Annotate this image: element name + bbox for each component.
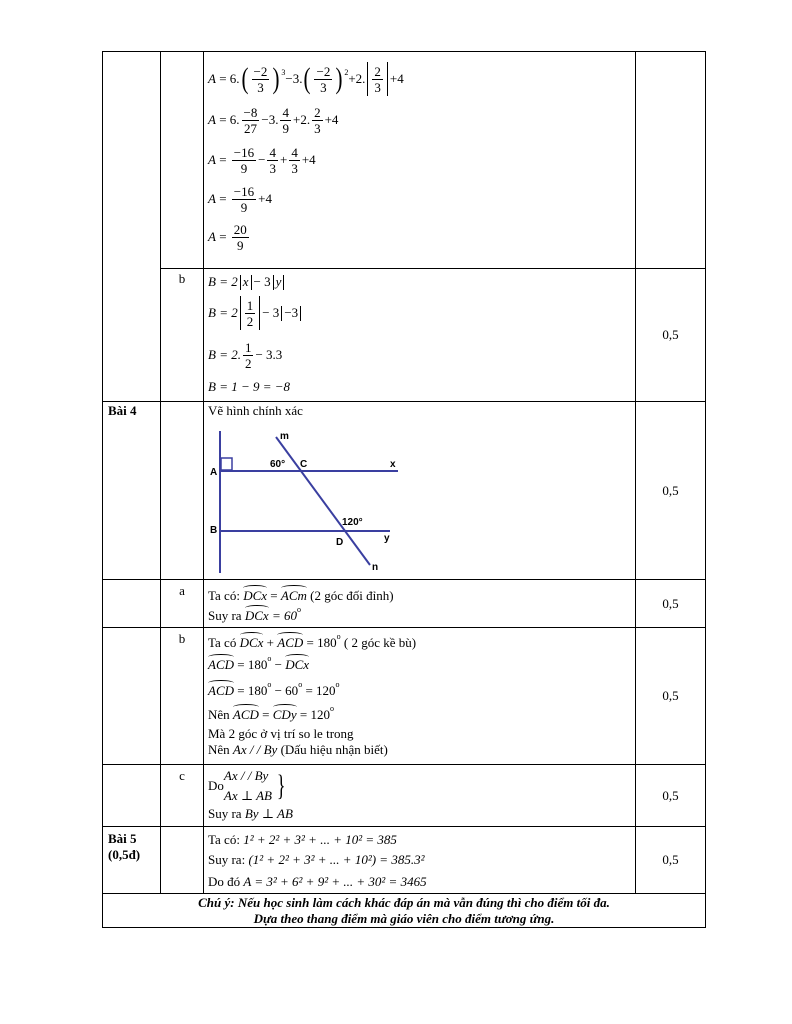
eq-b-line-1: B = 2 x − 3 y (208, 271, 635, 293)
row-b-computation (103, 269, 706, 402)
label-y: y (384, 533, 390, 544)
row-bai4-part-a (103, 580, 706, 628)
eq-b-line-4: B = 1 − 9 = −8 (208, 379, 291, 394)
row-bai4-figure (103, 402, 706, 580)
figure-instruction: Vẽ hình chính xác (208, 403, 303, 418)
solution-cell (204, 580, 636, 628)
part-cell (161, 52, 204, 269)
eq-a-line-2: A = 6. $\frac{-8}{27}$ −3. $\frac{4}{9}$ +2. $\frac{2}{3}$ +4 (208, 104, 339, 136)
grading-table (102, 51, 706, 928)
label-c: C (300, 459, 308, 470)
part-label: b (161, 269, 204, 402)
bai5-line-3: Do đó A = 3² + 6² + 9² + ... + 30² = 3465 (208, 874, 427, 889)
eq-b-line-2: B = 2 $\frac{1}{2}$ − 3 −3 (208, 293, 635, 333)
solution-cell (204, 402, 636, 580)
lesson-label: Bài 4 (103, 402, 161, 580)
bai5-line-2: Suy ra: (1² + 2² + 3² + ... + 10²) = 385.3² (208, 852, 425, 867)
label-angle-120: 120° (342, 517, 363, 528)
score: 0,5 (636, 827, 706, 894)
part-label: c (161, 765, 204, 827)
label-b: B (210, 525, 218, 536)
right-angle-mark (221, 458, 232, 470)
part-b-line-2: ACD = $180^o$ − DCx (208, 654, 310, 672)
lesson-cell (103, 580, 161, 628)
solution-cell (204, 628, 636, 765)
solution-cell (204, 52, 636, 269)
score: 0,5 (636, 402, 706, 580)
eq-a-line-3: A = $\frac{-16}{9}$ − $\frac{4}{3}$ + $\frac{4}{3}$ +4 (208, 144, 316, 176)
part-b-line-1: Ta có DCx + ACD = $180^o$ ( 2 góc kề bù) (208, 632, 417, 650)
solution-cell (204, 269, 636, 402)
part-a-line-2: Suy ra DCx = $60^o$ (208, 605, 301, 623)
part-cell (161, 402, 204, 580)
eq-a-line-1: A = 6. ( $\frac{-2}{3}$ ) 3 −3. ( $\frac{-2}{3}$ ) 2 +2. $\frac{2}{3}$ +4 (208, 62, 404, 95)
label-m: m (280, 431, 289, 442)
score: 0,5 (636, 269, 706, 402)
row-note (103, 894, 706, 928)
part-b-line-6: Nên Ax / / By (Dấu hiệu nhận biết) (208, 742, 388, 757)
score: 0,5 (636, 765, 706, 827)
label-d: D (336, 537, 344, 548)
solution-cell (204, 765, 636, 827)
transversal-mn (276, 437, 370, 565)
score: 0,5 (636, 580, 706, 628)
label-x: x (390, 459, 396, 470)
row-bai4-part-b (103, 628, 706, 765)
part-b-line-5: Mà 2 góc ở vị trí so le trong (208, 726, 354, 741)
lesson-label: Bài 5 (0,5đ) (103, 827, 161, 894)
score: 0,5 (636, 628, 706, 765)
row-bai5 (103, 827, 706, 894)
solution-cell (204, 827, 636, 894)
score-cell (636, 52, 706, 269)
part-b-line-3: ACD = $180^o - 60^o = 120^o$ (208, 680, 340, 698)
part-a-line-1: Ta có: DCx = ACm (2 góc đối đỉnh) (208, 588, 394, 603)
bai5-line-1: Ta có: 1² + 2² + 3² + ... + 10² = 385 (208, 832, 397, 847)
label-angle-60: 60° (270, 459, 286, 470)
lesson-cell (103, 628, 161, 765)
label-n: n (372, 562, 379, 573)
answer-document (102, 51, 706, 928)
part-b-line-4: Nên ACD = CDy = $120^o$ (208, 704, 334, 722)
lesson-cell (103, 52, 161, 402)
label-a: A (210, 467, 218, 478)
part-c-system: Do Ax / / By Ax ⊥ AB } (208, 768, 286, 803)
part-label: b (161, 628, 204, 765)
row-bai4-part-c (103, 765, 706, 827)
row-a-computation (103, 52, 706, 269)
geometry-figure (208, 425, 418, 573)
grading-note: Chú ý: Nếu học sinh làm cách khác đáp án mà vẫn đúng thì cho điểm tối đa. Dựa theo thang điểm mà giáo viên cho điểm tương ứng. (103, 894, 706, 928)
part-cell (161, 827, 204, 894)
lesson-cell (103, 765, 161, 827)
part-label: a (161, 580, 204, 628)
eq-a-line-5: A = $\frac{20}{9}$ (208, 221, 247, 253)
eq-b-line-3: B = 2. $\frac{1}{2}$ − 3.3 (208, 339, 283, 371)
eq-a-line-4: A = $\frac{-16}{9}$ +4 (208, 183, 272, 215)
part-c-conclusion: Suy ra By ⊥ AB (208, 806, 293, 821)
